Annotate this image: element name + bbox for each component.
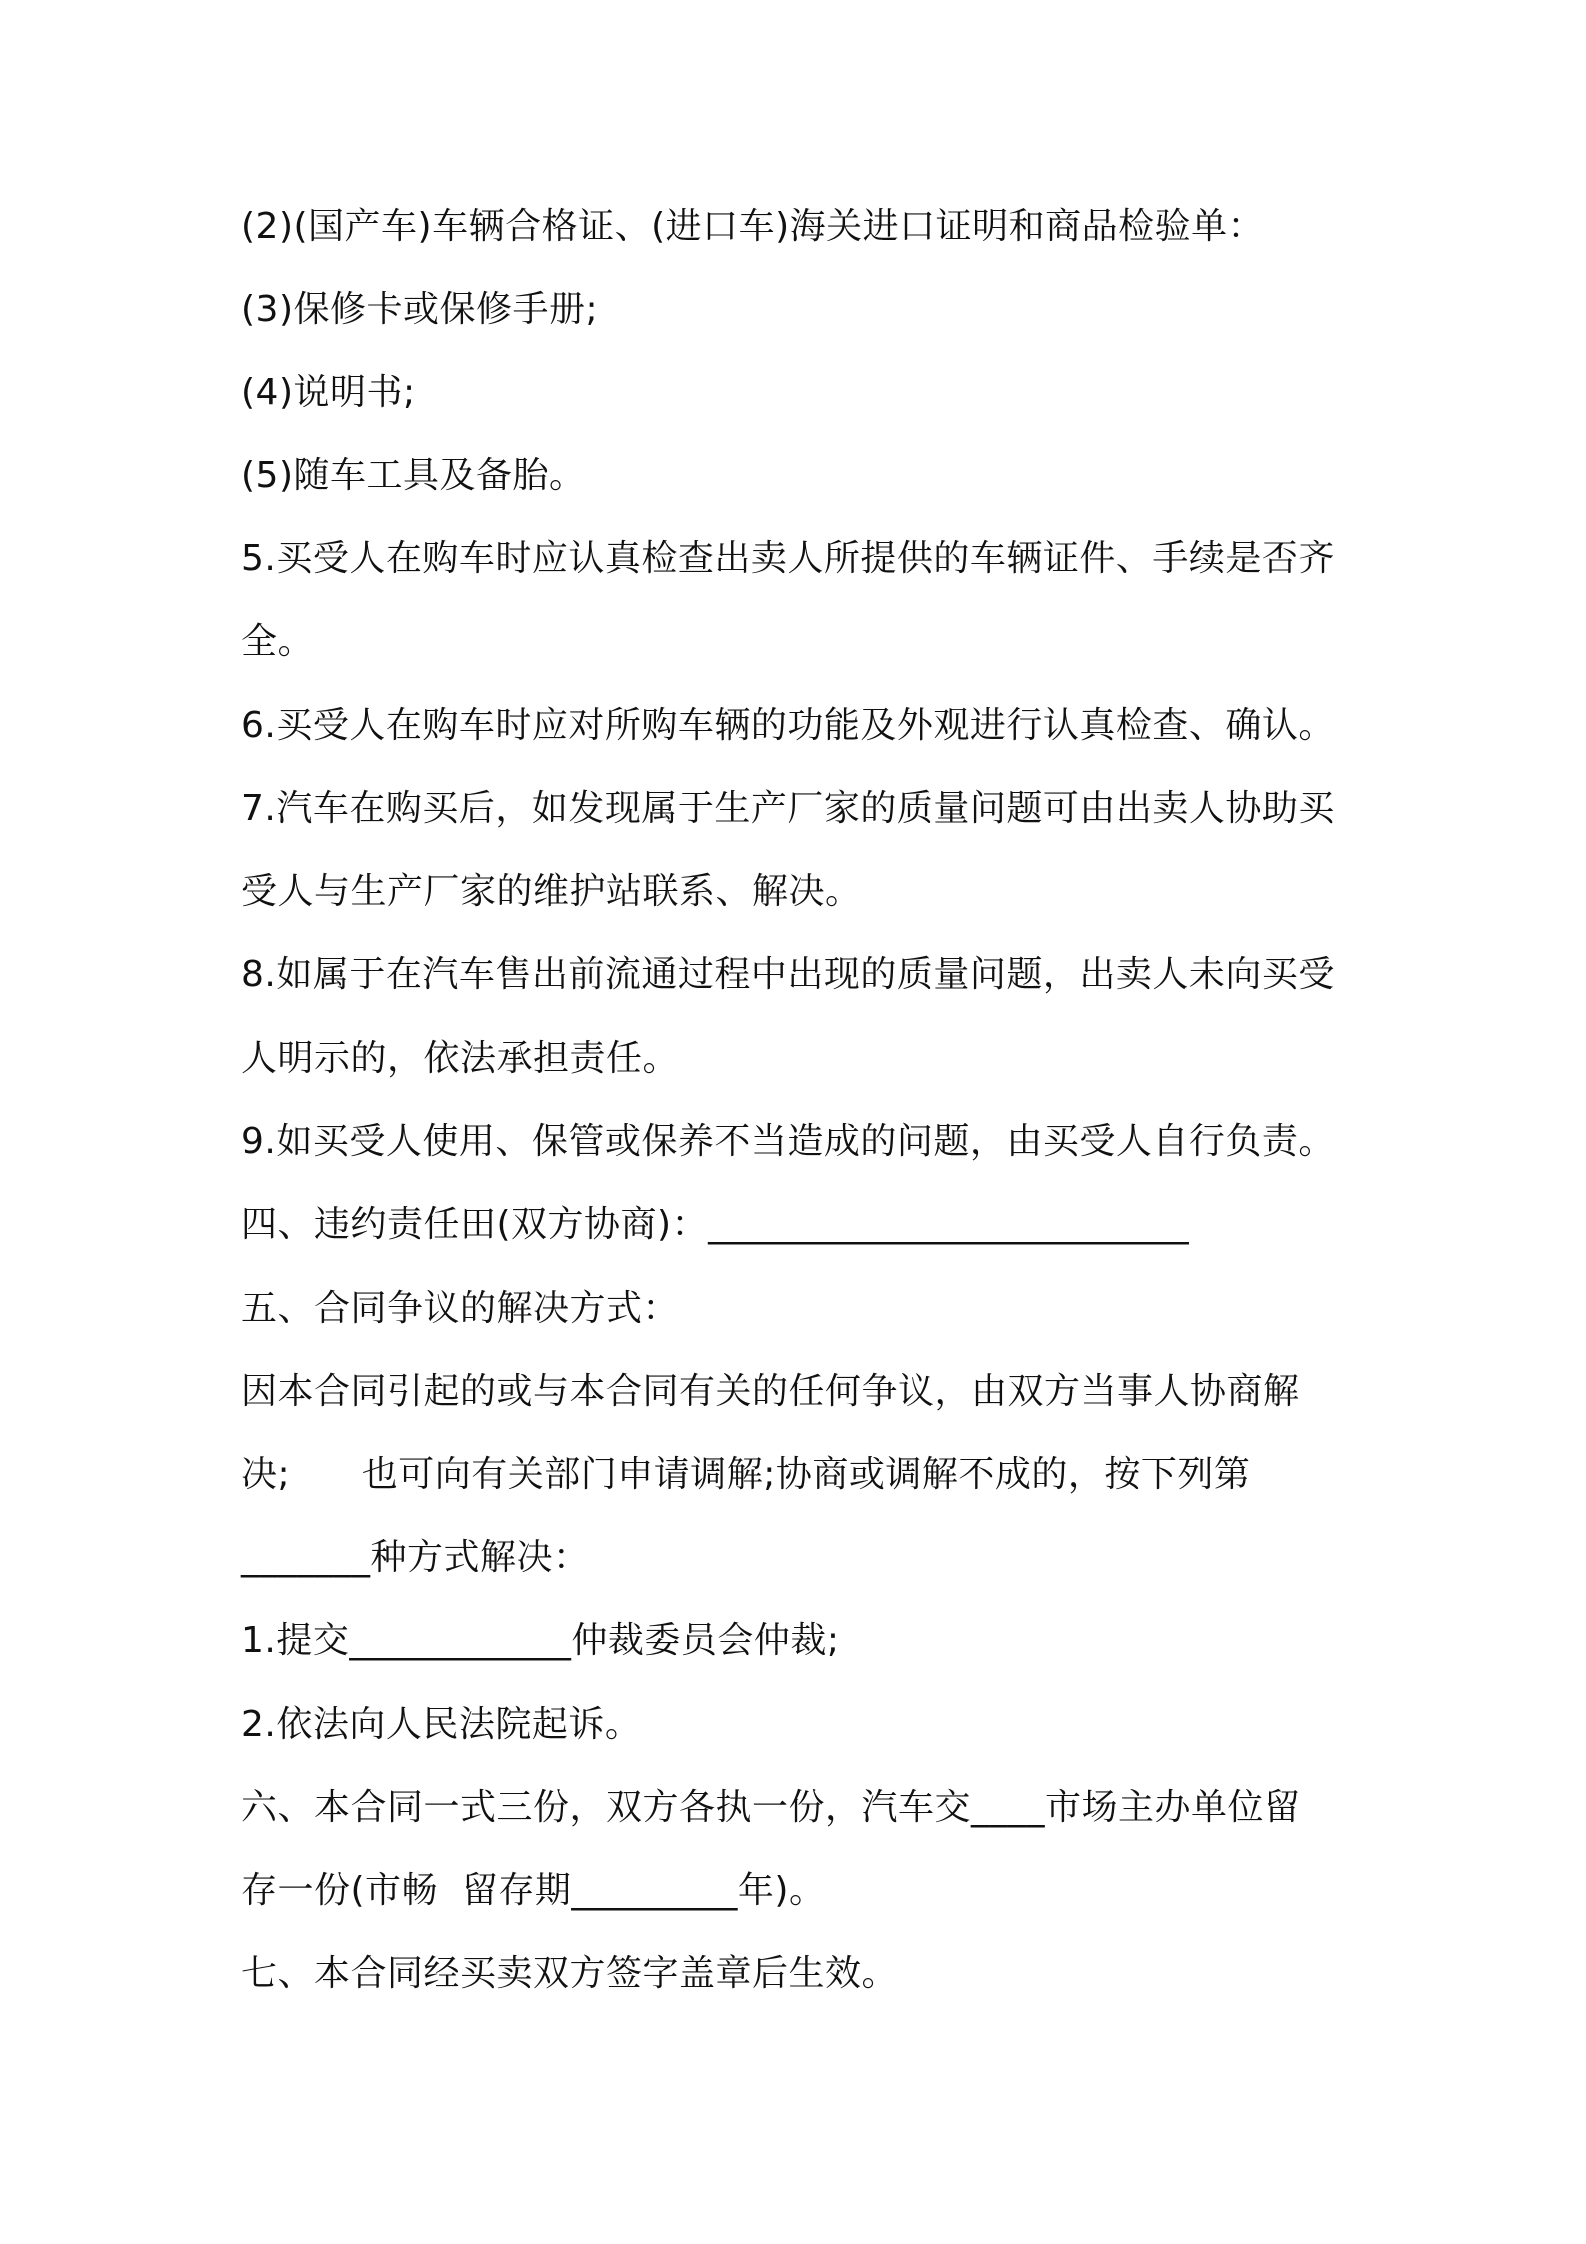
section-7: 七、本合同经买卖双方签字盖章后生效。 (241, 1953, 899, 1994)
clause-5-line-1: 5.买受人在购车时应认真检查出卖人所提供的车辆证件、手续是否齐 (241, 538, 1335, 579)
section-5-heading: 五、合同争议的解决方式： (241, 1288, 680, 1329)
clause-5-line-2: 全。 (241, 621, 315, 662)
clause-9: 9.如买受人使用、保管或保养不当造成的问题，由买受人自行负责。 (241, 1121, 1335, 1162)
dispute-option-1: 1.提交____________仲裁委员会仲裁; (241, 1620, 840, 1661)
section-6-line-2: 存一份(市畅 留存期_________年)。 (241, 1870, 826, 1911)
section-6-line-1: 六、本合同一式三份，双方各执一份，汽车交____市场主办单位留 (241, 1787, 1301, 1828)
clause-8-line-1: 8.如属于在汽车售出前流通过程中出现的质量问题，出卖人未向买受 (241, 954, 1335, 995)
section-5-body-line-2: 决; 也可向有关部门申请调解;协商或调解不成的，按下列第 (241, 1454, 1251, 1495)
clause-7-line-1: 7.汽车在购买后，如发现属于生产厂家的质量问题可由出卖人协助买 (241, 788, 1335, 829)
line-4-manual: (4)说明书; (241, 372, 416, 413)
clause-8-line-2: 人明示的，依法承担责任。 (241, 1038, 680, 1079)
line-2-certificates: (2)(国产车)车辆合格证、(进口车)海关进口证明和商品检验单： (241, 206, 1265, 247)
section-5-body-line-3: _______种方式解决： (241, 1537, 590, 1578)
line-3-warranty: (3)保修卡或保修手册; (241, 289, 599, 330)
section-4-liability: 四、违约责任田(双方协商)：__________________________ (241, 1204, 1190, 1245)
clause-7-line-2: 受人与生产厂家的维护站联系、解决。 (241, 871, 862, 912)
line-5-tools: (5)随车工具及备胎。 (241, 455, 586, 496)
section-5-body-line-1: 因本合同引起的或与本合同有关的任何争议，由双方当事人协商解 (241, 1371, 1300, 1412)
clause-6: 6.买受人在购车时应对所购车辆的功能及外观进行认真检查、确认。 (241, 705, 1335, 746)
dispute-option-2: 2.依法向人民法院起诉。 (241, 1704, 642, 1745)
